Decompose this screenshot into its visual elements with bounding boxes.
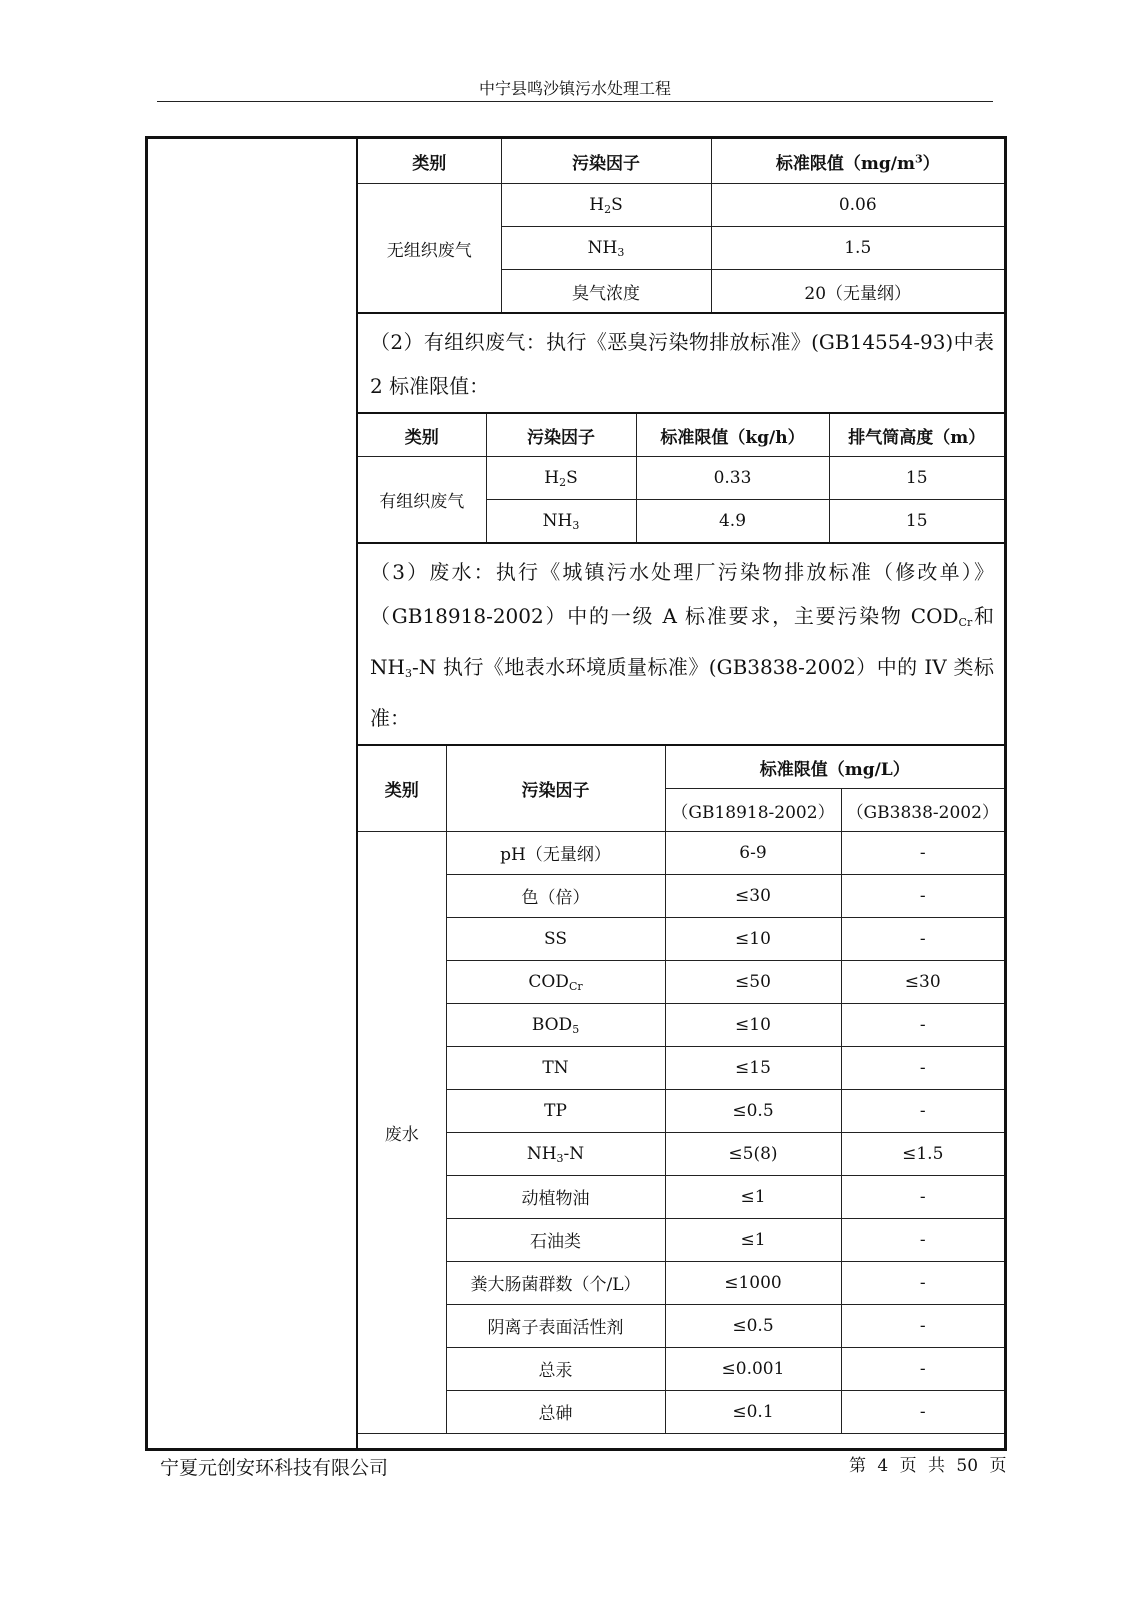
limit-gb3838-cell: - [841,875,1004,918]
col-header-category: 类别 [358,746,446,832]
table-row [358,875,1004,918]
limit-gb18918-cell: ≤30 [665,875,841,918]
table-row [358,1004,1004,1047]
height-cell: 15 [829,500,1004,544]
factor-cell: 动植物油 [446,1176,665,1219]
organized-gas-table [358,414,1004,544]
category-cell: 废水 [358,832,446,1434]
limit-gb18918-cell: ≤50 [665,961,841,1004]
height-cell: 15 [829,457,1004,500]
limit-cell: 0.06 [711,184,1004,227]
factor-cell: TP [446,1090,665,1133]
factor-cell: 石油类 [446,1219,665,1262]
page-number: 第 4 页 共 50 页 [849,1456,1007,1476]
table-row [358,1305,1004,1348]
limit-gb18918-cell: ≤15 [665,1047,841,1090]
table-row [358,832,1004,875]
wastewater-table [358,746,1004,1434]
col-header-category: 类别 [358,139,501,184]
factor-cell: SS [446,918,665,961]
table-row [358,1047,1004,1090]
factor-cell: pH（无量纲） [446,832,665,875]
factor-cell: $NH_3-N$ [446,1133,665,1176]
factor-cell: $H_2S$ [486,457,636,500]
category-cell: 有组织废气 [358,457,486,544]
limit-gb18918-cell: ≤0.5 [665,1090,841,1133]
table-row [358,1262,1004,1305]
col-header-factor: 污染因子 [501,139,711,184]
col-header-limit: 标准限值（kg/h） [636,414,829,457]
limit-gb3838-cell: - [841,1090,1004,1133]
table-row [358,1219,1004,1262]
limit-gb18918-cell: ≤0.1 [665,1391,841,1434]
limit-gb3838-cell: - [841,1047,1004,1090]
limit-gb3838-cell: - [841,918,1004,961]
factor-cell: 臭气浓度 [501,270,711,314]
limit-gb3838-cell: - [841,1219,1004,1262]
col-header-factor: 污染因子 [446,746,665,832]
factor-cell: 总汞 [446,1348,665,1391]
limit-gb18918-cell: ≤0.001 [665,1348,841,1391]
limit-cell: 4.9 [636,500,829,544]
limit-gb18918-cell: ≤10 [665,1004,841,1047]
report-frame [145,136,1007,1451]
factor-cell: $NH_3$ [501,227,711,270]
table-row [358,961,1004,1004]
fugitive-gas-table [358,139,1004,314]
table-row [358,1348,1004,1391]
limit-cell: 0.33 [636,457,829,500]
limit-gb18918-cell: ≤10 [665,918,841,961]
organized-gas-paragraph: （2）有组织废气：执行《恶臭污染物排放标准》(GB14554-93)中表 2 标准限值： [358,314,1004,414]
limit-gb18918-cell: 6-9 [665,832,841,875]
col-header-limit: 标准限值$(mg/m^3)$ [711,139,1004,184]
limit-gb3838-cell: - [841,1391,1004,1434]
limit-gb3838-cell: - [841,1004,1004,1047]
factor-cell: 粪大肠菌群数（个/L） [446,1262,665,1305]
limit-gb3838-cell: ≤1.5 [841,1133,1004,1176]
table-row [358,1090,1004,1133]
limit-cell: 1.5 [711,227,1004,270]
limit-gb18918-cell: ≤1000 [665,1262,841,1305]
company-name: 宁夏元创安环科技有限公司 [160,1457,389,1479]
table-row [358,1133,1004,1176]
col-header-std-gb18918: （GB18918-2002） [665,789,841,832]
factor-cell: 阴离子表面活性剂 [446,1305,665,1348]
limit-gb3838-cell: - [841,832,1004,875]
col-header-factor: 污染因子 [486,414,636,457]
factor-cell: $COD_{Cr}$ [446,961,665,1004]
factor-cell: TN [446,1047,665,1090]
page-header: 中宁县鸣沙镇污水处理工程 [157,78,993,102]
factor-cell: 总砷 [446,1391,665,1434]
limit-gb3838-cell: - [841,1348,1004,1391]
factor-cell: 色（倍） [446,875,665,918]
limit-gb3838-cell: - [841,1262,1004,1305]
category-cell: 无组织废气 [358,184,501,314]
limit-gb18918-cell: ≤1 [665,1219,841,1262]
limit-gb18918-cell: ≤1 [665,1176,841,1219]
factor-cell: $NH_3$ [486,500,636,544]
wastewater-paragraph: （3）废水：执行《城镇污水处理厂污染物排放标准（修改单）》（GB18918-2002）中的一级 A 标准要求，主要污染物 $COD_{Cr}$和 $NH_3-N$ 执行《地表水环境质量标准》(GB3838-2002）中的 IV 类标准： [358,544,1004,746]
factor-cell: $H_2S$ [501,184,711,227]
factor-cell: $BOD_5$ [446,1004,665,1047]
col-header-std-gb3838: （GB3838-2002） [841,789,1004,832]
table-row [358,918,1004,961]
col-header-limit: 标准限值（mg/L） [665,746,1004,789]
limit-gb3838-cell: - [841,1305,1004,1348]
limit-gb3838-cell: - [841,1176,1004,1219]
limit-gb18918-cell: ≤0.5 [665,1305,841,1348]
table-row [358,1176,1004,1219]
col-header-category: 类别 [358,414,486,457]
limit-cell: 20（无量纲） [711,270,1004,314]
col-header-stack-height: 排气筒高度（m） [829,414,1004,457]
limit-gb18918-cell: ≤5(8) [665,1133,841,1176]
limit-gb3838-cell: ≤30 [841,961,1004,1004]
table-row [358,1391,1004,1434]
content-column [356,139,1004,1448]
